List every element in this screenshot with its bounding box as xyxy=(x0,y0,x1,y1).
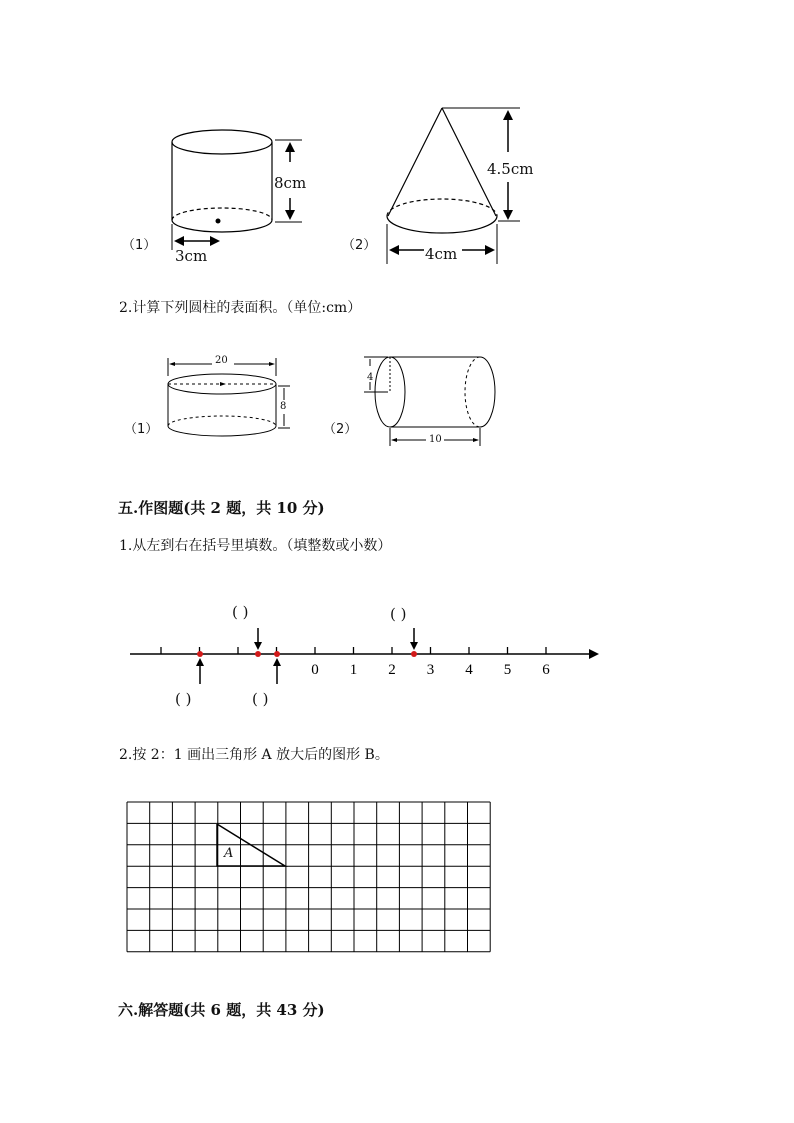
q2-text: 2.计算下列圆柱的表面积。（单位:cm） xyxy=(119,300,362,316)
triangle-label-a: A xyxy=(224,846,234,861)
grid-figure xyxy=(125,800,491,955)
number-line-tick-label: 4 xyxy=(465,662,473,678)
number-line-tick-label: 0 xyxy=(311,662,319,678)
blank-upper-1[interactable]: ( ) xyxy=(232,603,249,621)
section5-q1-text: 1.从左到右在括号里填数。（填整数或小数） xyxy=(119,538,392,554)
blank-lower-1[interactable]: ( ) xyxy=(175,690,192,708)
number-line xyxy=(125,620,605,710)
cylinder-radius-label: 3cm xyxy=(175,247,208,265)
cylinder-label: （1） xyxy=(122,238,157,253)
number-line-tick-label: 3 xyxy=(426,662,435,678)
blank-upper-2[interactable]: ( ) xyxy=(390,605,407,623)
number-line-tick-label: 1 xyxy=(349,662,358,678)
q2-fig2-radius: 4 xyxy=(367,372,374,383)
blank-lower-2[interactable]: ( ) xyxy=(252,690,269,708)
cone-diameter-label: 4cm xyxy=(425,245,458,263)
q2-fig1-diameter: 20 xyxy=(215,355,228,366)
q2-fig1-label: （1） xyxy=(124,422,159,437)
number-line-tick-label: 5 xyxy=(503,662,512,678)
number-line-tick-label: 2 xyxy=(388,662,396,678)
cylinder-upright-figure xyxy=(160,350,300,450)
q2-fig1-height: 8 xyxy=(280,401,287,412)
cone-label: （2） xyxy=(342,238,377,253)
q2-fig2-label: （2） xyxy=(323,422,358,437)
cone-figure xyxy=(380,100,550,270)
section5-q2-text: 2.按 2：1 画出三角形 A 放大后的图形 B。 xyxy=(119,747,389,763)
q2-fig2-length: 10 xyxy=(429,434,442,445)
cone-height-label: 4.5cm xyxy=(487,160,534,178)
number-line-tick-label: 6 xyxy=(542,662,550,678)
section5-title: 五.作图题(共 2 题，共 10 分) xyxy=(118,499,325,517)
section6-title: 六.解答题(共 6 题，共 43 分) xyxy=(118,1001,325,1019)
cylinder-height-label: 8cm xyxy=(274,174,307,192)
